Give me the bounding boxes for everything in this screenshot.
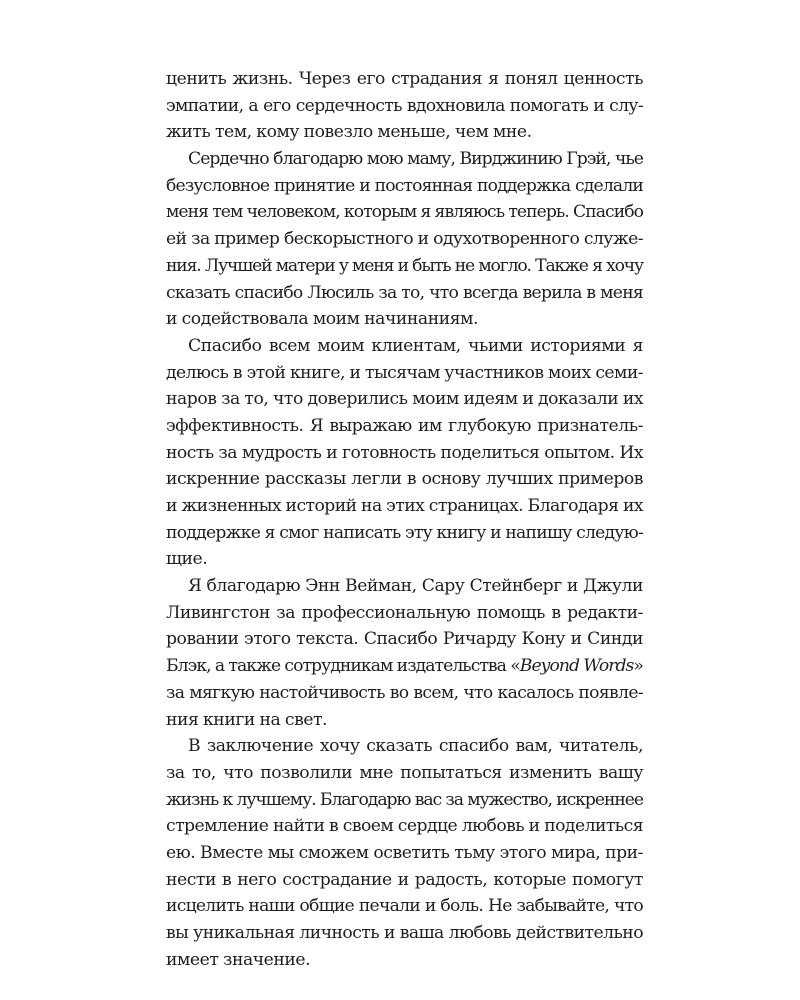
paragraph-1 (166, 66, 643, 146)
paragraph-5 (166, 733, 643, 973)
text-line: и жизненных историй на этих страницах. Благодаря их (166, 496, 643, 516)
text-line: за мягкую настойчивость во всем, что касалось появле- (166, 682, 643, 703)
text-line: за то, что позволили мне попытаться изменить вашу (166, 762, 643, 783)
paragraph-3 (166, 333, 643, 573)
text-line: имеет значение. (166, 949, 311, 970)
text-line: ния книги на свет. (166, 709, 328, 730)
paragraph-2 (166, 146, 643, 333)
text-line: нести в него сострадание и радость, которые помогут (166, 869, 643, 890)
text-line-with-publisher (166, 653, 643, 680)
text-line: меня тем человеком, которым я являюсь теперь. Спасибо (166, 202, 643, 223)
text-line: поддержке я смог написать эту книгу и напишу следую- (166, 522, 643, 543)
text-line: ею. Вместе мы сможем осветить тьму этого мира, при- (166, 842, 643, 863)
text-line: эффективность. Я выражаю им глубокую признатель- (166, 415, 643, 436)
text-line: сказать спасибо Люсиль за то, что всегда верила в меня (166, 282, 643, 303)
text-line: ровании этого текста. Спасибо Ричарду Кону и Синди (166, 629, 643, 650)
text-line: ность за мудрость и готовность поделиться опытом. Их (166, 442, 643, 463)
text-line: стремление найти в своем сердце любовь и поделиться (166, 816, 643, 837)
book-page (166, 66, 644, 970)
text-line: Ливингстон за профессиональную помощь в редакти- (166, 602, 643, 623)
text-before-title: Блэк, а также сотрудникам издательства « (166, 656, 520, 677)
publisher-title: Beyond Words (519, 656, 634, 677)
text-line: ей за пример бескорыстного и одухотворенного служе- (166, 229, 643, 250)
text-line: жить тем, кому повезло меньше, чем мне. (166, 122, 532, 143)
text-line: вы уникальная личность и ваша любовь действительно (166, 923, 643, 943)
text-line: Сердечно благодарю мою маму, Вирджинию Грэй, чье (188, 149, 643, 170)
text-line: Спасибо всем моим клиентам, чьими историями я (188, 335, 643, 356)
text-line: В заключение хочу сказать спасибо вам, читатель, (188, 736, 643, 757)
text-line: искренние рассказы легли в основу лучших примеров (166, 469, 643, 490)
text-line: наров за то, что доверились моим идеям и доказали их (166, 389, 644, 410)
text-line: исцелить наши общие печали и боль. Не забывайте, что (166, 896, 643, 917)
text-line: щие. (166, 549, 208, 570)
paragraph-4 (166, 573, 643, 733)
text-line: жизнь к лучшему. Благодарю вас за мужество, искреннее (166, 789, 643, 810)
text-after-title: » (633, 656, 643, 677)
text-line: эмпатии, а его сердечность вдохновила помогать и слу- (166, 95, 643, 116)
text-line: ценить жизнь. Через его страдания я понял ценность (166, 69, 643, 89)
text-line: ния. Лучшей матери у меня и быть не могло. Также я хочу (166, 255, 643, 276)
text-line: Я благодарю Энн Вейман, Сару Стейнберг и Джули (188, 576, 643, 597)
text-line: и содействовала моим начинаниям. (166, 309, 479, 330)
text-line: делюсь в этой книге, и тысячам участников моих семи- (166, 362, 643, 383)
text-line: безусловное принятие и постоянная поддержка сделали (166, 175, 643, 196)
